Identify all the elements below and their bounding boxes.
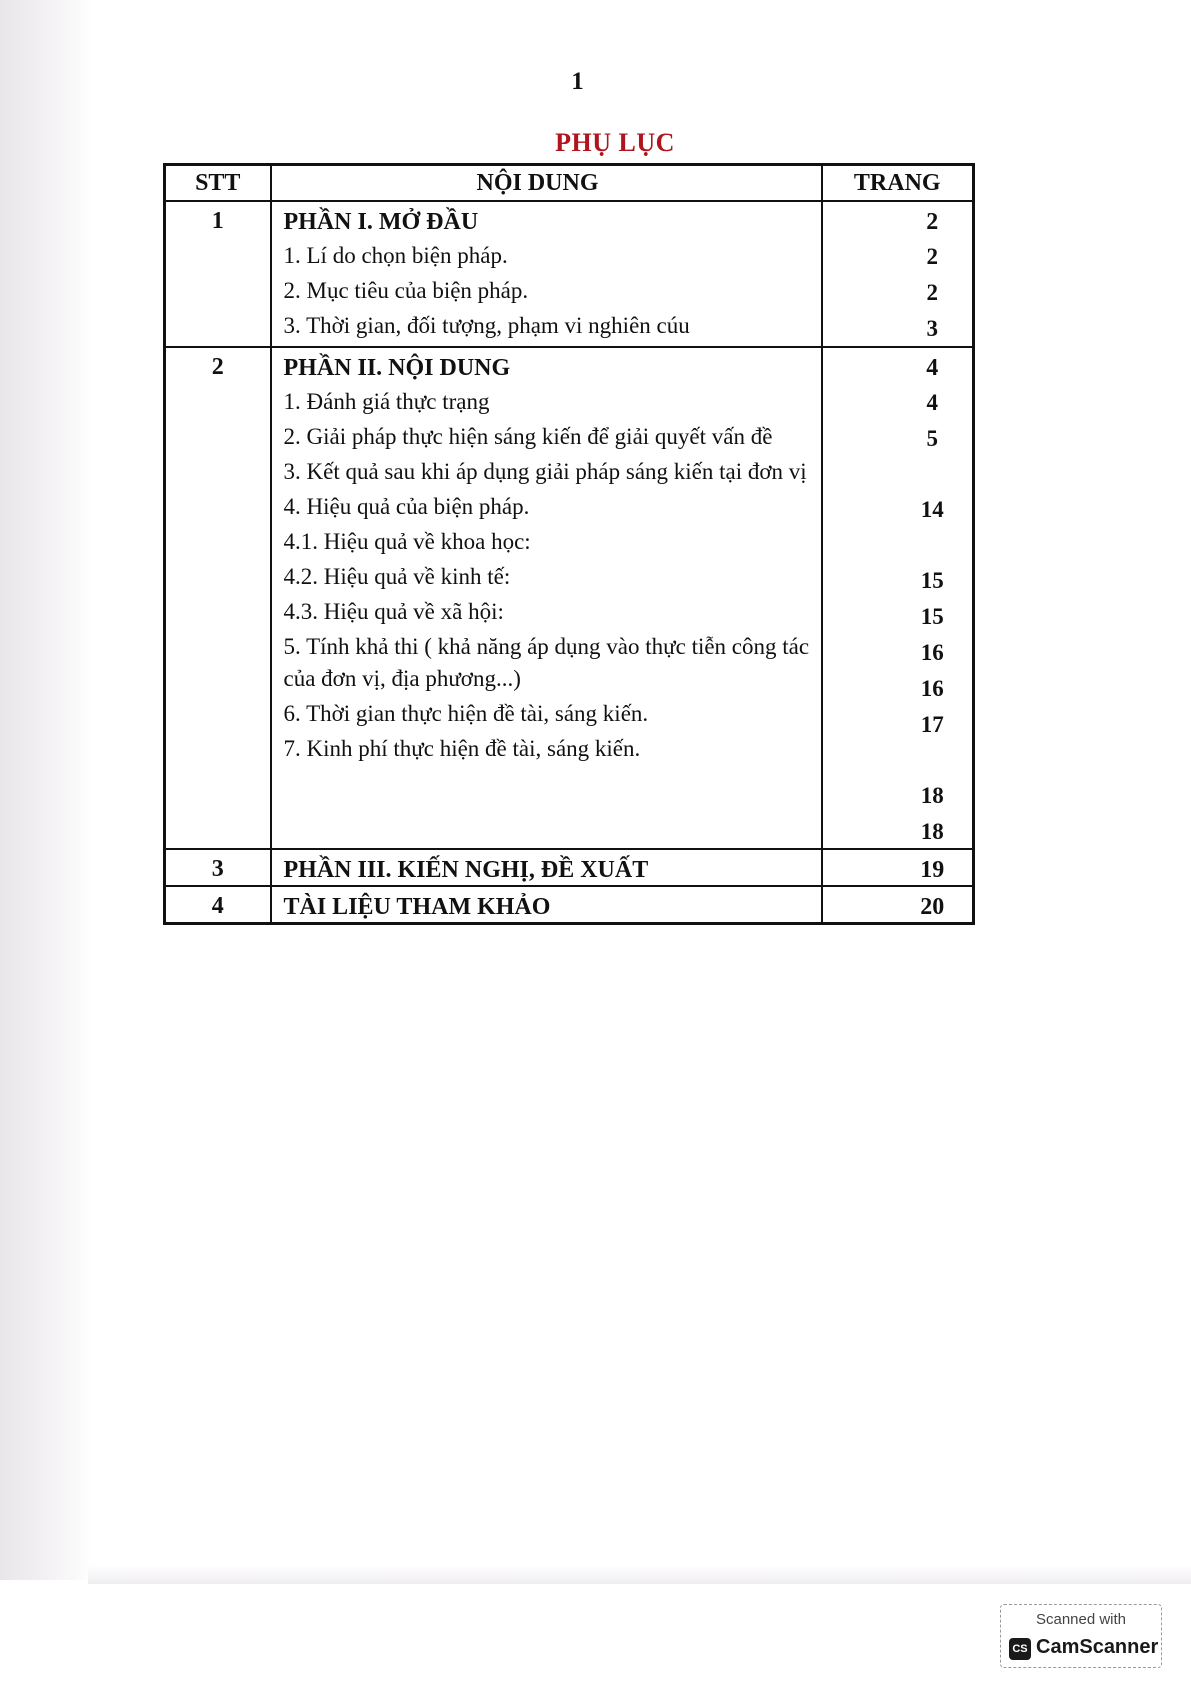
item-page: 2 xyxy=(926,244,938,269)
section-title: PHẦN III. KIẾN NGHỊ, ĐỀ XUẤT xyxy=(283,857,649,883)
section-number: 1 xyxy=(211,208,224,234)
section-content-cell xyxy=(271,347,822,849)
section-content-cell xyxy=(271,886,822,924)
scan-page-edge xyxy=(0,0,92,1580)
camscanner-watermark xyxy=(1000,1604,1162,1668)
section-page-cell xyxy=(822,347,974,849)
toc-item: 6. Thời gian thực hiện đề tài, sáng kiến. xyxy=(283,701,649,726)
toc-item: 4. Hiệu quả của biện pháp. xyxy=(283,494,530,519)
watermark-brand: CamScanner xyxy=(1036,1636,1159,1658)
item-page: 16 xyxy=(920,640,944,665)
item-page: 17 xyxy=(920,712,944,737)
page-number: 1 xyxy=(571,68,584,95)
header-stt: STT xyxy=(165,165,271,202)
toc-item: 4.2. Hiệu quả về kinh tế: xyxy=(283,564,511,589)
section-title: PHẦN II. NỘI DUNG xyxy=(283,355,511,381)
section-number-cell xyxy=(165,347,271,849)
toc-header-row xyxy=(165,165,974,202)
section-page: 2 xyxy=(926,209,939,235)
camscanner-logo-icon: CS xyxy=(1009,1638,1031,1660)
item-page: 18 xyxy=(920,819,944,844)
toc-item: 1. Đánh giá thực trạng xyxy=(283,389,490,414)
item-page: 16 xyxy=(920,676,944,701)
scan-page-bottom-shadow xyxy=(88,1566,1191,1584)
toc-item: 3. Kết quả sau khi áp dụng giải pháp sáng kiến tại đơn vị xyxy=(283,459,807,484)
section-number-cell xyxy=(165,849,271,886)
toc-row xyxy=(165,849,974,886)
item-page: 18 xyxy=(920,783,944,808)
toc-row xyxy=(165,886,974,924)
section-number-cell xyxy=(165,201,271,347)
item-page: 4 xyxy=(926,390,938,415)
toc-section-1 xyxy=(165,201,974,347)
item-page: 3 xyxy=(926,316,938,341)
section-number: 2 xyxy=(211,354,224,380)
toc-item: 1. Lí do chọn biện pháp. xyxy=(283,243,508,268)
toc-item: 2. Giải pháp thực hiện sáng kiến để giải quyết vấn đề xyxy=(283,424,773,449)
table-of-contents xyxy=(163,163,975,925)
watermark-caption: Scanned with xyxy=(1035,1611,1127,1628)
section-content-cell xyxy=(271,201,822,347)
section-number-cell xyxy=(165,886,271,924)
item-page: 5 xyxy=(926,426,938,451)
toc-section-3 xyxy=(165,849,974,886)
item-page: 2 xyxy=(926,280,938,305)
section-page-cell xyxy=(822,201,974,347)
header-page: TRANG xyxy=(822,165,974,202)
toc-item: 4.1. Hiệu quả về khoa học: xyxy=(283,529,531,554)
item-page: 15 xyxy=(920,604,944,629)
toc-item: 7. Kinh phí thực hiện đề tài, sáng kiến. xyxy=(283,736,641,761)
section-title: PHẦN I. MỞ ĐẦU xyxy=(283,209,479,235)
toc-item: 3. Thời gian, đối tượng, phạm vi nghiên cúu xyxy=(283,313,690,338)
item-page: 15 xyxy=(920,568,944,593)
toc-item: 5. Tính khả thi ( khả năng áp dụng vào thực tiễn công tác của đơn vị, địa phương...) xyxy=(283,634,810,691)
section-page-cell xyxy=(822,849,974,886)
section-content-cell xyxy=(271,849,822,886)
section-page: 20 xyxy=(920,894,945,920)
section-number: 3 xyxy=(211,856,224,882)
item-page: 14 xyxy=(920,497,944,522)
toc-row xyxy=(165,201,974,347)
toc-section-4 xyxy=(165,886,974,924)
section-title: TÀI LIỆU THAM KHẢO xyxy=(283,894,551,920)
document-title: PHỤ LỤC xyxy=(555,128,675,157)
toc-row xyxy=(165,347,974,849)
toc-item: 2. Mục tiêu của biện pháp. xyxy=(283,278,529,303)
section-page: 19 xyxy=(920,857,945,883)
section-page: 4 xyxy=(926,355,939,381)
toc-item: 4.3. Hiệu quả về xã hội: xyxy=(283,599,504,624)
section-page-cell xyxy=(822,886,974,924)
header-content: NỘI DUNG xyxy=(271,165,822,202)
section-number: 4 xyxy=(211,893,224,919)
toc-section-2 xyxy=(165,347,974,849)
